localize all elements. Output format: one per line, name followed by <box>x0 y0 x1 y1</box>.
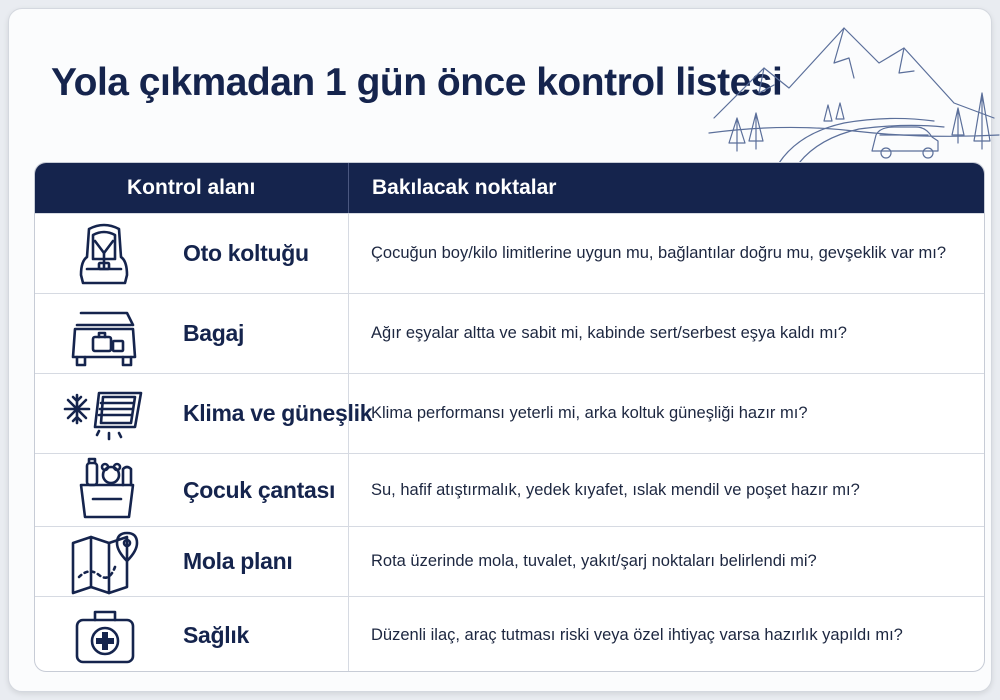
table-row <box>35 526 985 596</box>
mountain-road-illustration <box>704 23 1000 168</box>
points-text: Klima performansı yeterli mi, arka koltuk güneşliği hazır mı? <box>371 404 808 422</box>
column-divider <box>348 527 349 596</box>
points-text: Rota üzerinde mola, tuvalet, yakıt/şarj noktaları belirlendi mi? <box>371 552 817 570</box>
points-text: Su, hafif atıştırmalık, yedek kıyafet, ıslak mendil ve poşet hazır mı? <box>371 480 860 499</box>
column-divider <box>348 597 349 672</box>
points-text: Düzenli ilaç, araç tutması riski veya özel ihtiyaç varsa hazırlık yapıldı mı? <box>371 625 903 644</box>
map-pin-icon <box>59 527 149 597</box>
column-divider <box>348 214 349 293</box>
column-divider <box>348 294 349 373</box>
column-header-area: Kontrol alanı <box>127 176 256 199</box>
first-aid-kit-icon <box>59 600 149 670</box>
table-header <box>35 163 985 213</box>
snowflake-sunshade-icon <box>59 379 149 449</box>
column-header-points: Bakılacak noktalar <box>372 176 557 199</box>
area-label: Çocuk çantası <box>183 476 336 503</box>
header-divider <box>348 163 349 213</box>
table-row <box>35 596 985 672</box>
area-label: Klima ve güneşlik <box>183 400 373 426</box>
table-row <box>35 213 985 293</box>
page-title: Yola çıkmadan 1 gün önce kontrol listesi <box>51 61 783 104</box>
area-label: Bagaj <box>183 320 245 346</box>
column-divider <box>348 454 349 526</box>
car-trunk-icon <box>59 299 149 369</box>
kids-bag-icon <box>59 455 149 525</box>
car-seat-icon <box>59 219 149 289</box>
checklist-table <box>34 162 985 672</box>
area-label: Oto koltuğu <box>183 240 309 266</box>
table-row <box>35 373 985 453</box>
points-text: Ağır eşyalar altta ve sabit mi, kabinde sert/serbest eşya kaldı mı? <box>371 324 847 342</box>
points-text: Çocuğun boy/kilo limitlerine uygun mu, bağlantılar doğru mu, gevşeklik var mı? <box>371 244 947 262</box>
area-label: Sağlık <box>183 621 249 648</box>
checklist-card <box>8 8 992 692</box>
table-row <box>35 453 985 526</box>
table-row <box>35 293 985 373</box>
area-label: Mola planı <box>183 548 293 574</box>
